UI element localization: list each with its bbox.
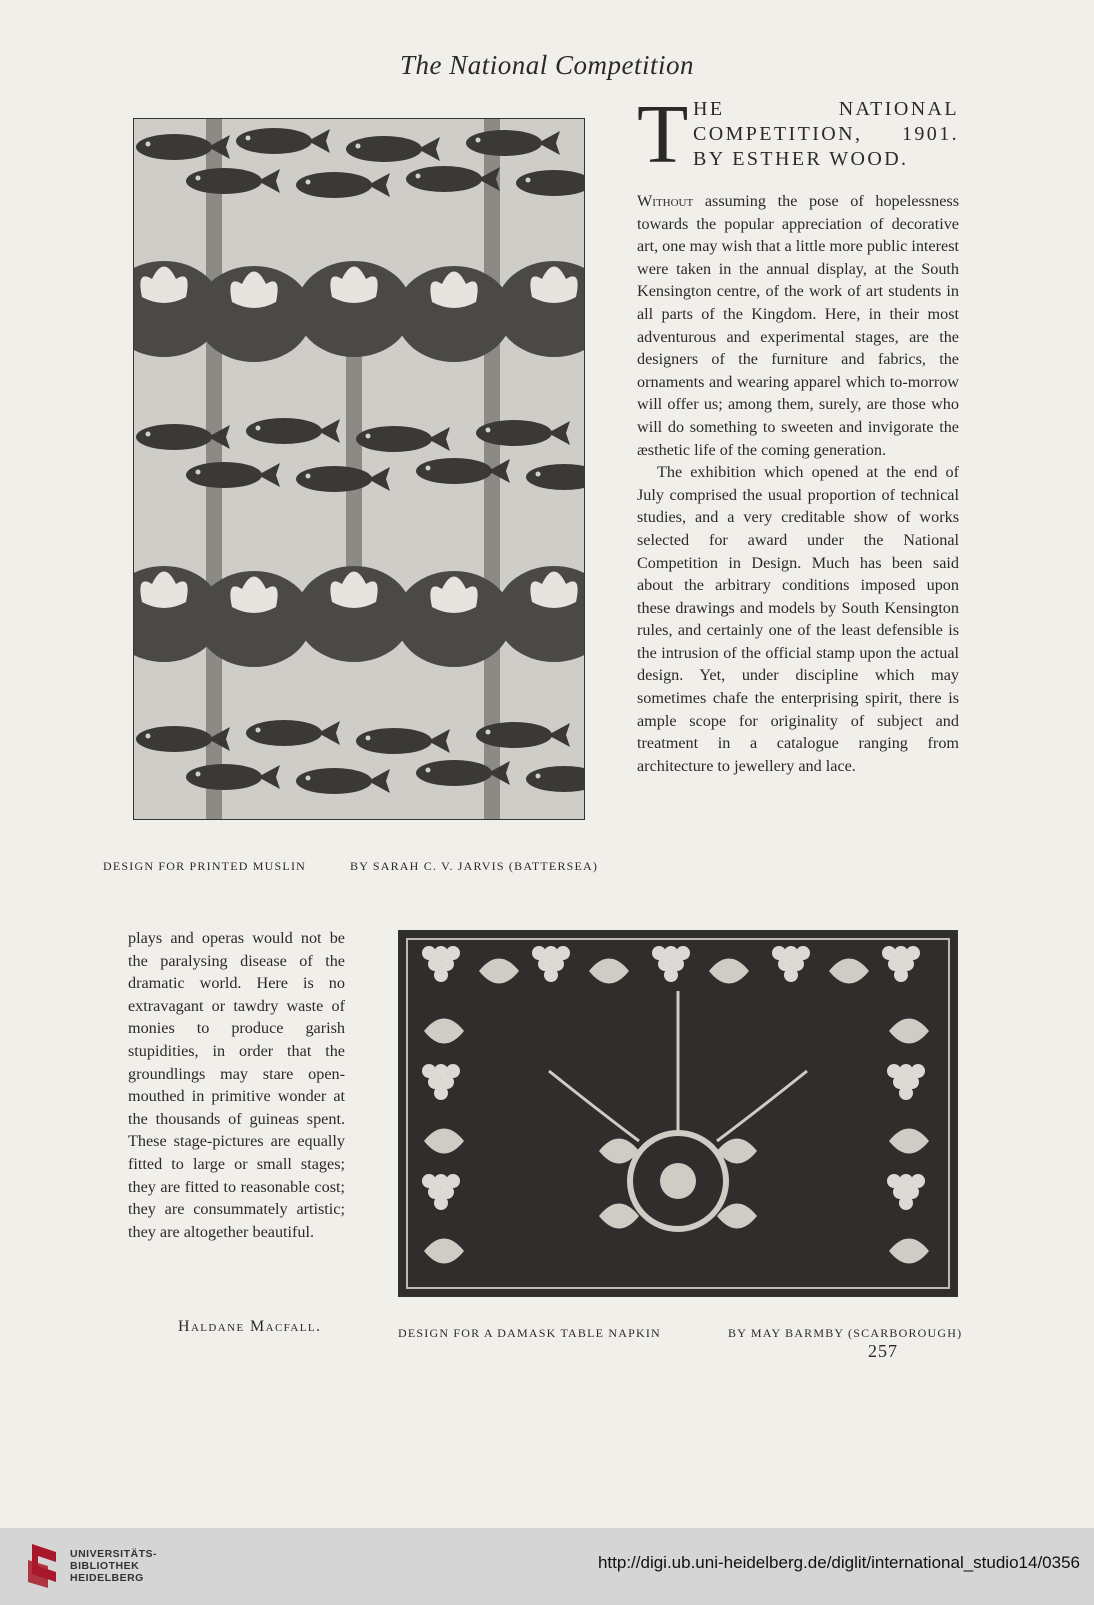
article-title xyxy=(637,88,959,181)
figure1-caption-title: DESIGN FOR PRINTED MUSLIN xyxy=(103,859,307,873)
article-title-text: HE NATIONAL COMPETITION, 1901. BY ESTHER WOOD. xyxy=(693,98,959,170)
figure2-caption-artist: BY MAY BARMBY (SCARBOROUGH) xyxy=(728,1326,963,1340)
library-logo-icon xyxy=(26,1538,64,1590)
paragraph: plays and operas would not be the paralysing disease of the dramatic world. Here is no extravagant or tawdry waste of monies to produce garish stupidities, in order that the groundlings may stare open-mouthed in primitive wonder at the thousands of guineas spent. These stage-pictures are equally fitted to large or small stages; they are fitted to reasonable cost; they are consummately artistic; they are altogether beautiful. xyxy=(128,929,345,1241)
institution-line: BIBLIOTHEK xyxy=(70,1560,140,1572)
paragraph: The exhibition which opened at the end of July comprised the usual proportion of technical studies, and a very creditable show of works selected for award under the National Competition in Design. Much has been said about the arbitrary conditions imposed upon these drawings and models by South Kensington rules, and certainly one of the least defensible is the intrusion of the official stamp upon the actual design. Yet, under discipline which may sometimes chafe the enterprising spirit, there is ample scope for originality of subject and treatment in a catalogue ranging from architecture to jewellery and lace. xyxy=(637,463,959,775)
institution-line: HEIDELBERG xyxy=(70,1572,144,1584)
institution-line: UNIVERSITÄTS- xyxy=(70,1548,158,1560)
paragraph xyxy=(637,190,959,461)
previous-article-ending xyxy=(128,927,345,1243)
figure1-caption-artist: BY SARAH C. V. JARVIS (BATTERSEA) xyxy=(350,859,599,873)
printed-muslin-illustration xyxy=(133,118,585,820)
running-head: The National Competition xyxy=(399,50,694,80)
lead-word: Without xyxy=(637,192,694,210)
drop-cap: T xyxy=(637,88,689,181)
article-body xyxy=(637,190,959,777)
paragraph-text: assuming the pose of hopelessness towards the popular appreciation of decorative art, one may wish that a little more public interest were taken in the annual display, at the South Kensington centre, of the work of art students in all parts of the Kingdom. Here, in their most adventurous and experimental stages, are the designers of the furniture and fabrics, the ornaments and wearing apparel which to-morrow will offer us; among them, surely, are those who will do something to sweeten and invigorate the æsthetic life of the coming generation. xyxy=(637,192,959,459)
author-signature: Haldane Macfall. xyxy=(178,1318,322,1335)
figure2-caption-title: DESIGN FOR A DAMASK TABLE NAPKIN xyxy=(398,1326,661,1340)
printed-muslin-pattern xyxy=(134,119,584,819)
library-footer xyxy=(0,1528,1094,1605)
damask-napkin-illustration xyxy=(398,930,958,1297)
page-number: 257 xyxy=(868,1341,898,1361)
source-url-link[interactable]: http://digi.ub.uni-heidelberg.de/diglit/international_studio14/0356 xyxy=(597,1553,1080,1572)
damask-napkin-pattern xyxy=(399,931,957,1296)
institution-name xyxy=(70,1548,157,1584)
